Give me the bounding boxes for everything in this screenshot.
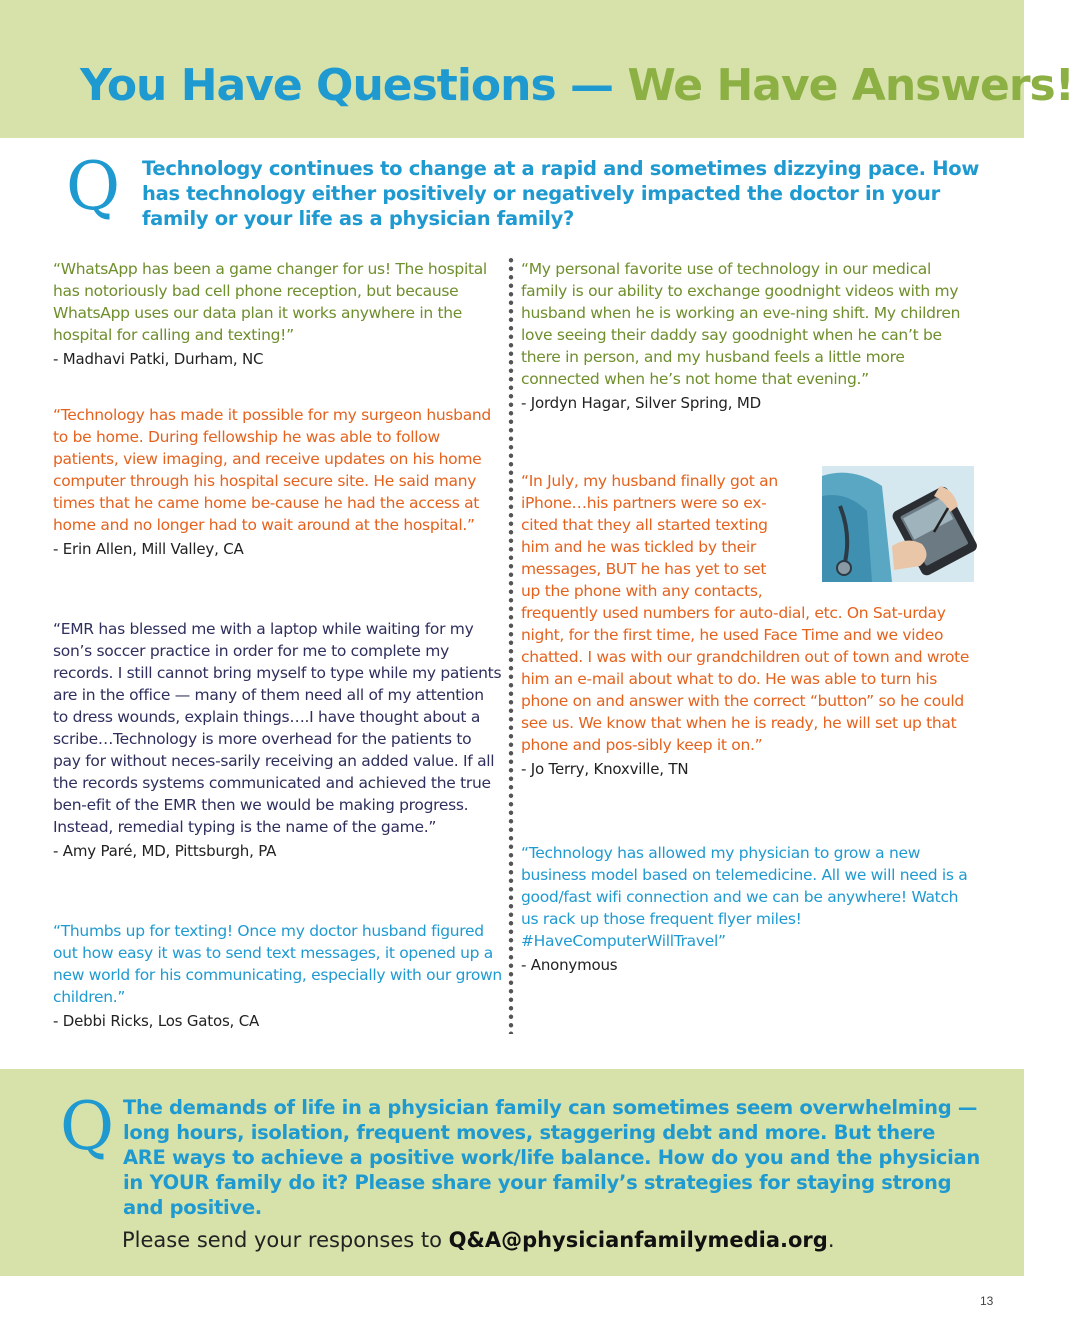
quote-line: up the phone with any contacts, — [521, 582, 763, 600]
response-entry — [53, 618, 503, 862]
title-part-questions: You Have Questions — — [80, 60, 628, 111]
response-attribution: - Amy Paré, MD, Pittsburgh, PA — [53, 842, 277, 860]
response-attribution: - Madhavi Patki, Durham, NC — [53, 350, 264, 368]
quote-line: iPhone…his partners were so ex- — [521, 494, 767, 512]
question-2: The demands of life in a physician family can sometimes seem overwhelming — long hours, isolation, frequent moves, staggering debt and more. But there ARE ways to achieve a positive work/life balance. How do you and the physician in YOUR family do it? Please share your family’s strategies for staying strong and positive. — [123, 1096, 980, 1219]
response-quote-continued: frequently used numbers for auto-dial, etc. On Sat-urday night, for the first time, he used Face Time and we video chatted. I was with our grandchildren out of town and wrote him an e-mail about what to do. He was able to turn his phone on and answer with the correct “button” so he could see us. We know that when he is ready, he will set up that phone and pos-sibly keep it on.” — [521, 604, 970, 754]
send-prefix: Please send your responses to — [122, 1228, 449, 1252]
response-attribution: - Anonymous — [521, 956, 618, 974]
send-suffix: . — [827, 1228, 835, 1252]
response-quote: “WhatsApp has been a game changer for us! The hospital has notoriously bad cell phone reception, but because WhatsApp uses our data plan it works anywhere in the hospital for calling and texting!” — [53, 260, 487, 344]
page-number: 13 — [980, 1294, 994, 1308]
page-title — [80, 54, 1074, 118]
send-responses-line — [122, 1224, 835, 1256]
response-quote: “My personal favorite use of technology in our medical family is our ability to exchange goodnight videos with my husband when he is working an eve-ning shift. My children love seeing their daddy say goodnight when he can’t be there in person, and my husband feels a little more connected when he’s not home that evening.” — [521, 260, 961, 388]
title-part-answers: We Have Answers! — [627, 60, 1074, 111]
question-1: Technology continues to change at a rapid and sometimes dizzying pace. How has technology either positively or negatively impacted the doctor in your family or your life as a physician family? — [142, 157, 980, 230]
response-quote: “Technology has allowed my physician to grow a new business model based on telemedicine. All we will need is a good/fast wifi connection and we can be anywhere! Watch us rack up those frequent flyer miles! #HaveComputerWillTravel” — [521, 844, 968, 950]
response-entry — [521, 258, 973, 414]
response-attribution: - Jordyn Hagar, Silver Spring, MD — [521, 394, 761, 412]
doctor-tablet-illustration — [822, 466, 974, 582]
response-entry — [53, 258, 503, 370]
email-address[interactable]: Q&A@physicianfamilymedia.org — [448, 1228, 828, 1252]
question-mark-q-icon: Q — [66, 148, 121, 225]
quote-line: messages, BUT he has yet to set — [521, 560, 767, 578]
doctor-with-tablet-photo — [822, 466, 974, 582]
response-entry — [53, 404, 503, 560]
column-divider — [508, 256, 514, 1034]
quote-line: him and he was tickled by their — [521, 538, 756, 556]
response-quote: “Thumbs up for texting! Once my doctor husband figured out how easy it was to send text messages, it opened up a new world for his communicating, especially with our grown children.” — [53, 922, 502, 1006]
response-entry — [53, 920, 503, 1032]
response-entry — [521, 842, 973, 976]
response-attribution: - Debbi Ricks, Los Gatos, CA — [53, 1012, 260, 1030]
question-mark-q-icon: Q — [60, 1088, 115, 1165]
response-attribution: - Erin Allen, Mill Valley, CA — [53, 540, 244, 558]
response-quote: “EMR has blessed me with a laptop while waiting for my son’s soccer practice in order for me to complete my records. I still cannot bring myself to type while my patients are in the office — many of them need all of my attention to dress wounds, explain things….I have thought about a scribe…Technology is more overhead for the patients to pay for without neces-sarily receiving an added value. If all the records systems communicated and achieved the true ben-efit of the EMR then we would be making progress. Instead, remedial typing is the name of the game.” — [53, 620, 502, 836]
response-quote: “Technology has made it possible for my surgeon husband to be home. During fellowship he was able to follow patients, view imaging, and receive updates on his home computer through his hospital secure site. He said many times that he came home be-cause he had the access at home and no longer had to wait around at the hospital.” — [53, 406, 491, 534]
quote-line: “In July, my husband finally got an — [521, 472, 778, 490]
response-quote-wrapped — [521, 470, 811, 602]
quote-line: cited that they all started texting — [521, 516, 768, 534]
response-attribution: - Jo Terry, Knoxville, TN — [521, 760, 689, 778]
